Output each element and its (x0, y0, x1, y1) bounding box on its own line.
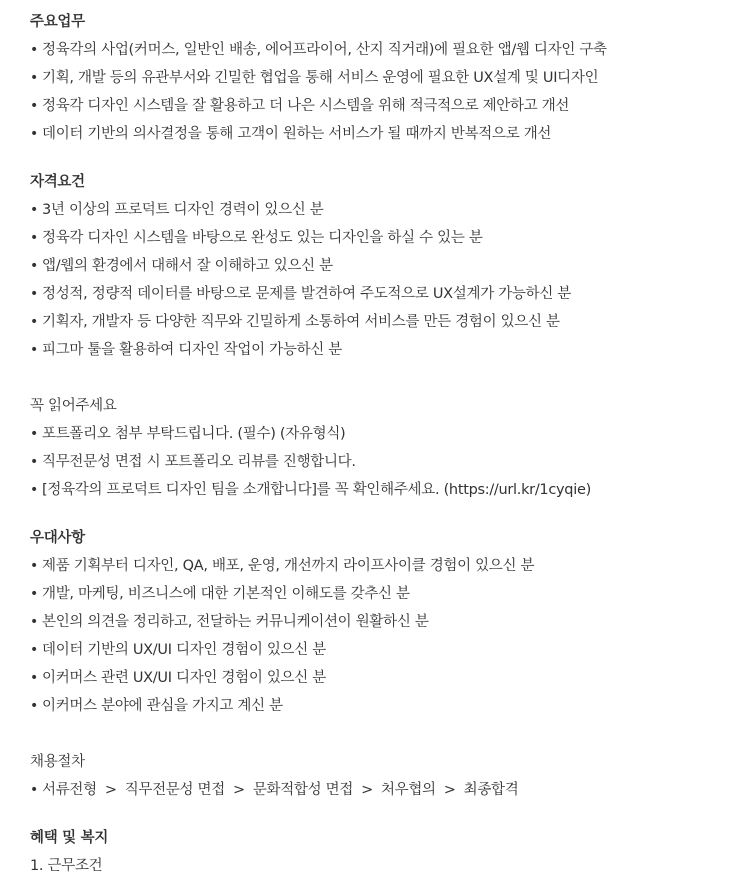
list-item: • 개발, 마케팅, 비즈니스에 대한 기본적인 이해도를 갖추신 분 (30, 580, 735, 608)
process-step: 직무전문성 면접 (124, 782, 225, 798)
benefits-heading: 혜택 및 복지 (30, 830, 109, 846)
requirements-heading: 자격요건 (30, 174, 85, 190)
process-step: 문화적합성 면접 (252, 782, 354, 798)
bullet-icon: • (30, 642, 38, 658)
bullet-icon: • (30, 314, 38, 330)
notice-heading: 꼭 읽어주세요 (30, 398, 117, 414)
bullet-icon: • (30, 286, 38, 302)
bullet-icon: • (30, 586, 38, 602)
bullet-icon: • (30, 454, 38, 470)
bullet-icon: • (30, 202, 38, 218)
list-item: • [정육각의 프로덕트 디자인 팀을 소개합니다]를 꼭 확인해주세요. (https://url.kr/1cyqie) (30, 476, 735, 504)
bullet-icon: • (30, 70, 38, 86)
bullet-icon: • (30, 126, 38, 142)
bullet-icon: • (30, 482, 38, 498)
list-item: • 3년 이상의 프로덕트 디자인 경력이 있으신 분 (30, 196, 735, 224)
list-item: • 정육각의 사업(커머스, 일반인 배송, 에어프라이어, 산지 직거래)에 필요한 앱/웹 디자인 구축 (30, 36, 735, 64)
duties-section (30, 8, 735, 148)
list-item: • 정육각 디자인 시스템을 바탕으로 완성도 있는 디자인을 하실 수 있는 분 (30, 224, 735, 252)
notice-list (30, 420, 735, 504)
preferred-list (30, 552, 735, 720)
arrow-separator: > (443, 782, 456, 798)
process-heading: 채용절차 (30, 754, 85, 770)
notice-section (30, 392, 735, 504)
list-item: • 정성적, 정량적 데이터를 바탕으로 문제를 발견하여 주도적으로 UX설계가 가능하신 분 (30, 280, 735, 308)
duties-list (30, 36, 735, 148)
bullet-icon: • (30, 230, 38, 246)
list-item: • 데이터 기반의 UX/UI 디자인 경험이 있으신 분 (30, 636, 735, 664)
bullet-icon: • (30, 614, 38, 630)
process-step: 처우협의 (380, 782, 436, 798)
bullet-icon: • (30, 42, 38, 58)
duties-heading: 주요업무 (30, 14, 85, 30)
requirements-section (30, 168, 735, 364)
process-step: 서류전형 (42, 782, 97, 798)
bullet-icon: • (30, 698, 38, 714)
bullet-icon: • (30, 98, 38, 114)
list-item: • 제품 기획부터 디자인, QA, 배포, 운영, 개선까지 라이프사이클 경험이 있으신 분 (30, 552, 735, 580)
list-item: • 본인의 의견을 정리하고, 전달하는 커뮤니케이션이 원활하신 분 (30, 608, 735, 636)
arrow-separator: > (232, 782, 245, 798)
preferred-section (30, 524, 735, 720)
bullet-icon: • (30, 558, 38, 574)
bullet-icon: • (30, 782, 38, 798)
bullet-icon: • (30, 342, 38, 358)
benefits-section (30, 824, 735, 880)
requirements-list (30, 196, 735, 364)
list-item: • 데이터 기반의 의사결정을 통해 고객이 원하는 서비스가 될 때까지 반복적으로 개선 (30, 120, 735, 148)
list-item: • 정육각 디자인 시스템을 잘 활용하고 더 나은 시스템을 위해 적극적으로 제안하고 개선 (30, 92, 735, 120)
process-steps (30, 776, 735, 804)
list-item: • 기획자, 개발자 등 다양한 직무와 긴밀하게 소통하여 서비스를 만든 경험이 있으신 분 (30, 308, 735, 336)
bullet-icon: • (30, 258, 38, 274)
list-item: • 앱/웹의 환경에서 대해서 잘 이해하고 있으신 분 (30, 252, 735, 280)
bullet-icon: • (30, 670, 38, 686)
list-item: • 피그마 툴을 활용하여 디자인 작업이 가능하신 분 (30, 336, 735, 364)
process-step: 최종합격 (463, 782, 519, 798)
list-item: • 기획, 개발 등의 유관부서와 긴밀한 협업을 통해 서비스 운영에 필요한 UX설계 및 UI디자인 (30, 64, 735, 92)
list-item: • 직무전문성 면접 시 포트폴리오 리뷰를 진행합니다. (30, 448, 735, 476)
arrow-separator: > (361, 782, 373, 798)
list-item: • 포트폴리오 첨부 부탁드립니다. (필수) (자유형식) (30, 420, 735, 448)
list-item: • 이커머스 분야에 관심을 가지고 계신 분 (30, 692, 735, 720)
arrow-separator: > (104, 782, 117, 798)
benefits-first-item: 1. 근무조건 (30, 858, 103, 874)
bullet-icon: • (30, 426, 38, 442)
list-item: • 이커머스 관련 UX/UI 디자인 경험이 있으신 분 (30, 664, 735, 692)
preferred-heading: 우대사항 (30, 530, 85, 546)
process-section (30, 748, 735, 804)
